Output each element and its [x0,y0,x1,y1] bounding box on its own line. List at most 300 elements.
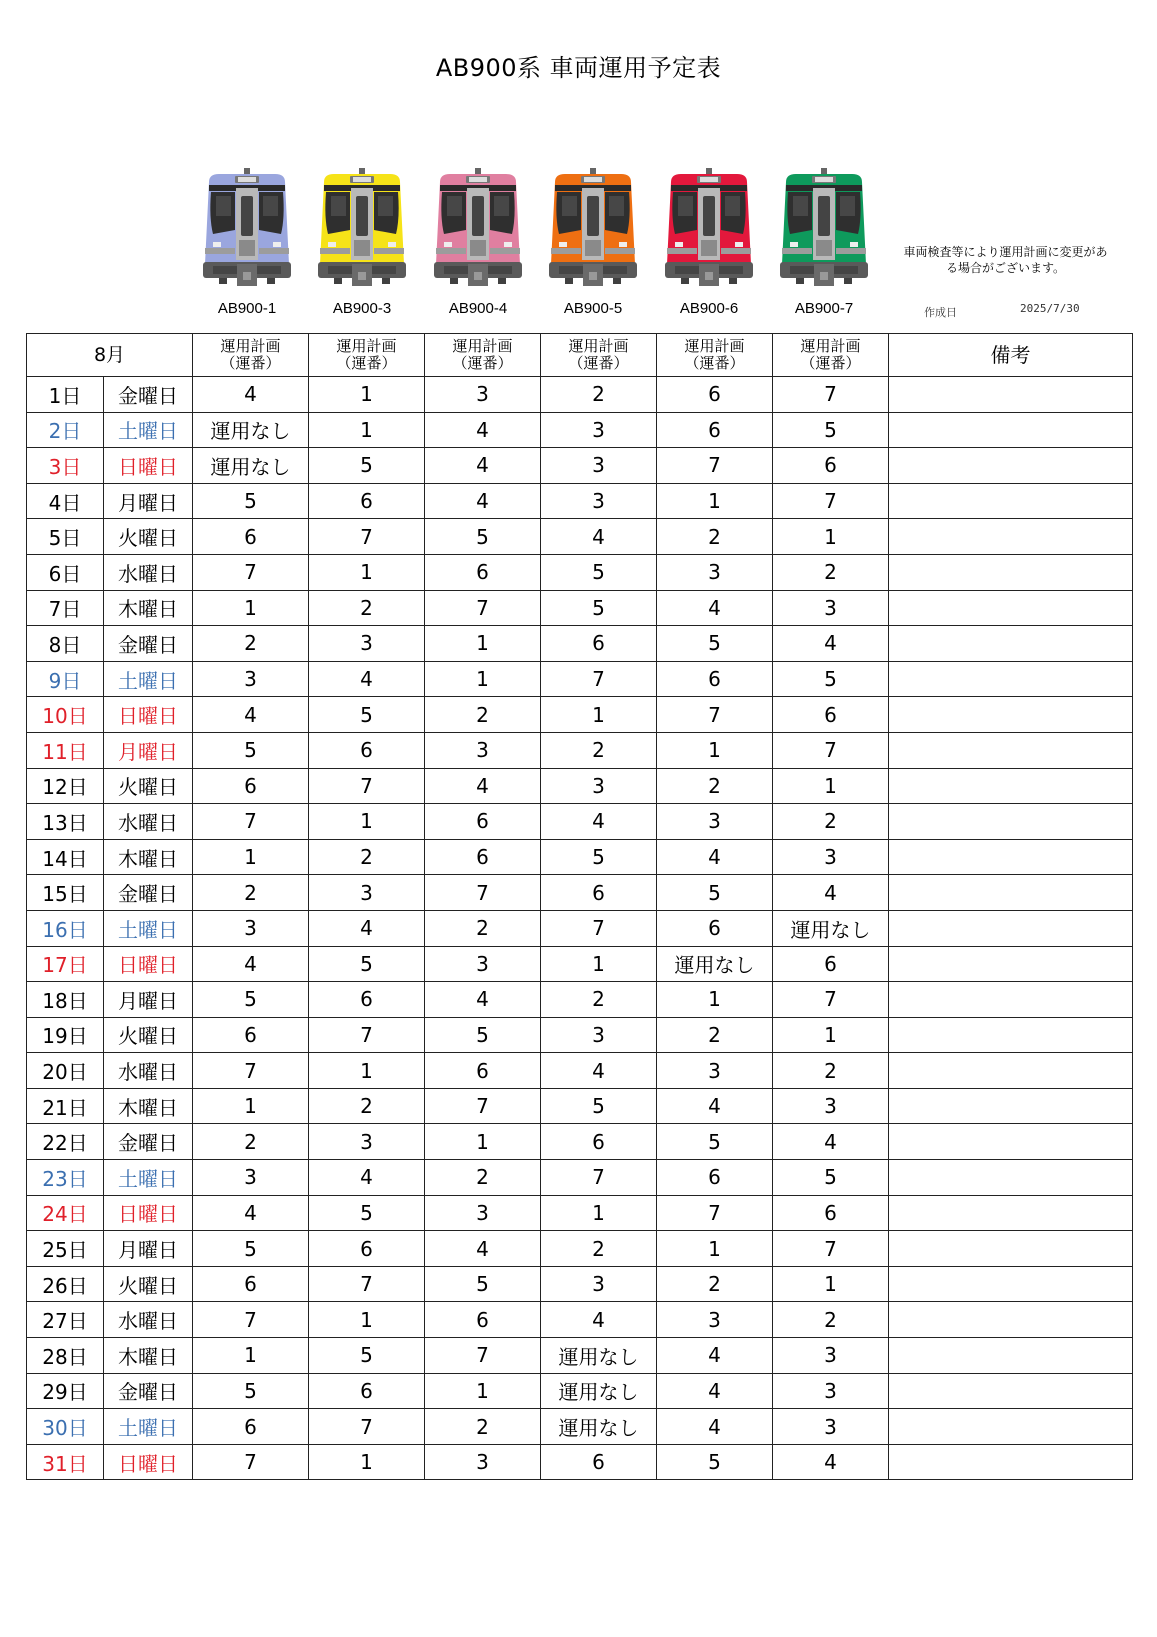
weekday-cell: 水曜日 [104,554,193,590]
weekday-cell: 土曜日 [104,412,193,448]
weekday-cell: 月曜日 [104,982,193,1018]
remarks-cell [889,590,1133,626]
day-cell: 14日 [27,839,104,875]
table-header-row [27,334,1133,377]
weekday-cell: 日曜日 [104,448,193,484]
plan-number-cell: 3 [541,412,657,448]
remarks-cell [889,946,1133,982]
plan-number-cell: 7 [773,982,889,1018]
day-cell: 17日 [27,946,104,982]
plan-number-cell: 1 [309,1053,425,1089]
weekday-cell: 土曜日 [104,910,193,946]
day-cell: 1日 [27,377,104,413]
remarks-cell [889,519,1133,555]
plan-number-cell: 2 [657,519,773,555]
plan-number-cell: 3 [657,1053,773,1089]
plan-header-line1: 運用計画 [800,337,861,355]
plan-number-cell: 6 [309,1373,425,1409]
plan-number-cell: 7 [193,804,309,840]
weekday-cell: 木曜日 [104,1338,193,1374]
plan-number-cell: 3 [425,946,541,982]
remarks-cell [889,768,1133,804]
table-row [27,1160,1133,1196]
day-cell: 25日 [27,1231,104,1267]
table-row [27,448,1133,484]
plan-number-cell: 7 [193,1444,309,1480]
weekday-cell: 木曜日 [104,590,193,626]
plan-number-cell: 運用なし [193,448,309,484]
day-cell: 10日 [27,697,104,733]
vehicle-label: AB900-7 [794,300,854,317]
plan-number-cell: 4 [657,1409,773,1445]
weekday-cell: 土曜日 [104,1409,193,1445]
plan-number-cell: 2 [541,982,657,1018]
plan-number-cell: 6 [425,839,541,875]
remarks-cell [889,1124,1133,1160]
plan-number-cell: 2 [773,804,889,840]
plan-number-cell: 運用なし [541,1338,657,1374]
plan-header-line2: （運番） [220,354,281,372]
weekday-cell: 水曜日 [104,1053,193,1089]
plan-number-cell: 6 [773,1195,889,1231]
plan-number-cell: 5 [309,448,425,484]
table-row [27,875,1133,911]
vehicle-label: AB900-5 [563,300,623,317]
plan-number-cell: 6 [193,1409,309,1445]
weekday-cell: 日曜日 [104,697,193,733]
plan-number-cell: 4 [425,768,541,804]
day-cell: 19日 [27,1017,104,1053]
plan-number-cell: 5 [425,1266,541,1302]
vehicle-label: AB900-3 [332,300,392,317]
plan-number-cell: 1 [309,377,425,413]
table-row [27,377,1133,413]
plan-number-cell: 3 [541,1017,657,1053]
remarks-cell [889,1266,1133,1302]
plan-number-cell: 1 [773,1017,889,1053]
weekday-cell: 金曜日 [104,875,193,911]
schedule-change-notice: 車両検査等により運用計画に変更がある場合がございます。 [903,245,1108,275]
vehicle-label: AB900-6 [679,300,739,317]
plan-column-header [193,334,309,377]
plan-number-cell: 6 [773,448,889,484]
weekday-cell: 木曜日 [104,1088,193,1124]
plan-number-cell: 4 [425,982,541,1018]
plan-number-cell: 7 [657,448,773,484]
plan-number-cell: 4 [657,839,773,875]
plan-number-cell: 6 [425,804,541,840]
plan-number-cell: 1 [309,1444,425,1480]
table-row [27,732,1133,768]
remarks-cell [889,1409,1133,1445]
plan-number-cell: 5 [425,519,541,555]
day-cell: 21日 [27,1088,104,1124]
table-row [27,1444,1133,1480]
plan-number-cell: 5 [193,483,309,519]
plan-number-cell: 4 [309,1160,425,1196]
table-row [27,554,1133,590]
plan-number-cell: 4 [193,946,309,982]
weekday-cell: 火曜日 [104,1266,193,1302]
month-header: 8月 [27,334,193,377]
plan-number-cell: 7 [541,661,657,697]
remarks-cell [889,661,1133,697]
table-row [27,483,1133,519]
table-row [27,1373,1133,1409]
plan-number-cell: 6 [193,1017,309,1053]
table-row [27,1338,1133,1374]
plan-number-cell: 運用なし [657,946,773,982]
day-cell: 23日 [27,1160,104,1196]
plan-number-cell: 5 [425,1017,541,1053]
weekday-cell: 火曜日 [104,1017,193,1053]
plan-number-cell: 2 [657,1017,773,1053]
plan-column-header [541,334,657,377]
table-row [27,519,1133,555]
day-cell: 8日 [27,626,104,662]
plan-number-cell: 1 [425,626,541,662]
day-cell: 3日 [27,448,104,484]
remarks-cell [889,1302,1133,1338]
plan-number-cell: 5 [193,732,309,768]
plan-number-cell: 1 [309,554,425,590]
plan-number-cell: 7 [425,1338,541,1374]
plan-header-line2: （運番） [684,354,745,372]
plan-number-cell: 4 [425,1231,541,1267]
day-cell: 16日 [27,910,104,946]
created-date-label: 作成日 [924,306,957,319]
plan-number-cell: 2 [541,1231,657,1267]
plan-number-cell: 運用なし [541,1373,657,1409]
plan-number-cell: 6 [541,875,657,911]
weekday-cell: 金曜日 [104,377,193,413]
plan-number-cell: 1 [425,661,541,697]
plan-number-cell: 5 [193,1373,309,1409]
plan-number-cell: 3 [657,554,773,590]
plan-number-cell: 4 [657,590,773,626]
plan-header-line1: 運用計画 [684,337,745,355]
plan-number-cell: 運用なし [193,412,309,448]
weekday-cell: 土曜日 [104,661,193,697]
plan-number-cell: 6 [657,412,773,448]
table-row [27,839,1133,875]
plan-number-cell: 1 [657,982,773,1018]
remarks-cell [889,412,1133,448]
plan-number-cell: 4 [193,1195,309,1231]
remarks-cell [889,554,1133,590]
plan-number-cell: 7 [541,910,657,946]
weekday-cell: 水曜日 [104,1302,193,1338]
table-body [27,377,1133,1480]
day-cell: 11日 [27,732,104,768]
day-cell: 22日 [27,1124,104,1160]
plan-number-cell: 1 [773,519,889,555]
day-cell: 31日 [27,1444,104,1480]
remarks-cell [889,1373,1133,1409]
plan-number-cell: 2 [657,768,773,804]
day-cell: 2日 [27,412,104,448]
plan-number-cell: 4 [773,875,889,911]
plan-number-cell: 1 [193,839,309,875]
plan-number-cell: 1 [309,1302,425,1338]
remarks-cell [889,697,1133,733]
remarks-cell [889,1195,1133,1231]
day-cell: 15日 [27,875,104,911]
plan-number-cell: 6 [425,1302,541,1338]
plan-number-cell: 1 [657,1231,773,1267]
plan-number-cell: 3 [657,804,773,840]
plan-number-cell: 7 [193,554,309,590]
plan-number-cell: 2 [425,1409,541,1445]
weekday-cell: 木曜日 [104,839,193,875]
remarks-cell [889,1338,1133,1374]
weekday-cell: 火曜日 [104,519,193,555]
plan-number-cell: 4 [773,1444,889,1480]
plan-number-cell: 4 [193,697,309,733]
weekday-cell: 月曜日 [104,483,193,519]
weekday-cell: 月曜日 [104,732,193,768]
plan-number-cell: 5 [657,1124,773,1160]
day-cell: 30日 [27,1409,104,1445]
weekday-cell: 金曜日 [104,626,193,662]
day-cell: 29日 [27,1373,104,1409]
plan-number-cell: 4 [425,483,541,519]
weekday-cell: 日曜日 [104,1195,193,1231]
plan-number-cell: 7 [193,1302,309,1338]
day-cell: 13日 [27,804,104,840]
weekday-cell: 水曜日 [104,804,193,840]
day-cell: 18日 [27,982,104,1018]
remarks-cell [889,839,1133,875]
plan-number-cell: 1 [773,768,889,804]
plan-number-cell: 1 [425,1373,541,1409]
plan-number-cell: 2 [541,377,657,413]
plan-number-cell: 3 [309,626,425,662]
plan-column-header [425,334,541,377]
plan-number-cell: 7 [309,1017,425,1053]
plan-number-cell: 6 [425,554,541,590]
plan-number-cell: 7 [773,732,889,768]
plan-number-cell: 1 [541,946,657,982]
plan-number-cell: 5 [309,1338,425,1374]
plan-number-cell: 7 [425,1088,541,1124]
table-row [27,1053,1133,1089]
train-front-icon [661,168,757,290]
plan-number-cell: 1 [425,1124,541,1160]
day-cell: 20日 [27,1053,104,1089]
plan-number-cell: 3 [425,1444,541,1480]
remarks-header: 備考 [889,334,1133,377]
plan-number-cell: 4 [773,626,889,662]
plan-number-cell: 3 [773,1088,889,1124]
plan-number-cell: 7 [309,768,425,804]
table-row [27,661,1133,697]
plan-number-cell: 2 [309,590,425,626]
plan-number-cell: 6 [657,377,773,413]
day-cell: 7日 [27,590,104,626]
table-row [27,697,1133,733]
plan-number-cell: 4 [309,661,425,697]
plan-number-cell: 2 [309,1088,425,1124]
plan-number-cell: 5 [193,982,309,1018]
plan-number-cell: 3 [193,661,309,697]
plan-number-cell: 6 [193,768,309,804]
plan-number-cell: 7 [773,377,889,413]
plan-header-line1: 運用計画 [568,337,629,355]
plan-number-cell: 2 [193,626,309,662]
plan-number-cell: 5 [773,412,889,448]
table-row [27,1302,1133,1338]
plan-number-cell: 7 [657,1195,773,1231]
table-row [27,946,1133,982]
plan-number-cell: 3 [193,1160,309,1196]
plan-number-cell: 7 [309,1266,425,1302]
plan-number-cell: 5 [657,1444,773,1480]
remarks-cell [889,1017,1133,1053]
plan-number-cell: 4 [541,1053,657,1089]
plan-column-header [773,334,889,377]
plan-number-cell: 2 [773,554,889,590]
day-cell: 9日 [27,661,104,697]
plan-number-cell: 3 [773,1338,889,1374]
plan-number-cell: 4 [425,448,541,484]
plan-number-cell: 6 [657,910,773,946]
remarks-cell [889,875,1133,911]
table-row [27,590,1133,626]
plan-number-cell: 2 [425,910,541,946]
remarks-cell [889,804,1133,840]
plan-number-cell: 3 [541,1266,657,1302]
plan-number-cell: 3 [773,839,889,875]
plan-number-cell: 3 [773,590,889,626]
plan-number-cell: 6 [773,946,889,982]
plan-number-cell: 1 [773,1266,889,1302]
remarks-cell [889,1444,1133,1480]
plan-number-cell: 2 [773,1053,889,1089]
plan-number-cell: 7 [773,483,889,519]
plan-number-cell: 6 [773,697,889,733]
table-row [27,768,1133,804]
plan-number-cell: 3 [425,377,541,413]
created-date-value: 2025/7/30 [1020,302,1080,315]
plan-number-cell: 2 [541,732,657,768]
plan-number-cell: 1 [309,412,425,448]
plan-number-cell: 7 [425,590,541,626]
plan-number-cell: 5 [309,697,425,733]
plan-header-line2: （運番） [568,354,629,372]
plan-number-cell: 6 [657,1160,773,1196]
plan-number-cell: 3 [541,768,657,804]
plan-number-cell: 2 [309,839,425,875]
plan-number-cell: 3 [773,1409,889,1445]
weekday-cell: 土曜日 [104,1160,193,1196]
train-front-icon [199,168,295,290]
plan-number-cell: 5 [657,626,773,662]
plan-number-cell: 3 [541,483,657,519]
table-row [27,626,1133,662]
plan-number-cell: 4 [541,804,657,840]
plan-number-cell: 7 [193,1053,309,1089]
plan-number-cell: 2 [425,697,541,733]
train-front-icon [545,168,641,290]
vehicle-label: AB900-1 [217,300,277,317]
remarks-cell [889,377,1133,413]
plan-number-cell: 6 [425,1053,541,1089]
plan-number-cell: 2 [773,1302,889,1338]
day-cell: 24日 [27,1195,104,1231]
plan-number-cell: 2 [193,1124,309,1160]
plan-number-cell: 7 [657,697,773,733]
day-cell: 27日 [27,1302,104,1338]
plan-number-cell: 6 [309,732,425,768]
plan-number-cell: 5 [541,554,657,590]
table-row [27,1231,1133,1267]
plan-number-cell: 3 [425,1195,541,1231]
plan-header-line1: 運用計画 [452,337,513,355]
day-cell: 5日 [27,519,104,555]
remarks-cell [889,1088,1133,1124]
remarks-cell [889,910,1133,946]
plan-number-cell: 1 [541,697,657,733]
remarks-cell [889,1231,1133,1267]
plan-number-cell: 1 [657,483,773,519]
plan-number-cell: 7 [541,1160,657,1196]
plan-number-cell: 3 [657,1302,773,1338]
schedule-table [26,333,1133,1480]
plan-number-cell: 1 [657,732,773,768]
plan-column-header [309,334,425,377]
plan-number-cell: 1 [541,1195,657,1231]
plan-number-cell: 6 [309,1231,425,1267]
plan-header-line2: （運番） [800,354,861,372]
plan-number-cell: 4 [657,1338,773,1374]
plan-number-cell: 5 [773,661,889,697]
weekday-cell: 月曜日 [104,1231,193,1267]
plan-number-cell: 6 [541,626,657,662]
plan-header-line2: （運番） [452,354,513,372]
plan-number-cell: 4 [541,519,657,555]
table-row [27,1088,1133,1124]
weekday-cell: 金曜日 [104,1373,193,1409]
weekday-cell: 日曜日 [104,946,193,982]
plan-number-cell: 6 [193,1266,309,1302]
plan-number-cell: 5 [541,839,657,875]
plan-number-cell: 1 [193,1088,309,1124]
plan-number-cell: 6 [657,661,773,697]
table-row [27,804,1133,840]
plan-number-cell: 5 [773,1160,889,1196]
plan-number-cell: 1 [193,1338,309,1374]
weekday-cell: 金曜日 [104,1124,193,1160]
plan-number-cell: 4 [193,377,309,413]
train-front-icon [776,168,872,290]
plan-number-cell: 6 [309,982,425,1018]
plan-number-cell: 4 [657,1373,773,1409]
plan-number-cell: 運用なし [773,910,889,946]
plan-header-line1: 運用計画 [220,337,281,355]
plan-number-cell: 5 [309,946,425,982]
day-cell: 6日 [27,554,104,590]
day-cell: 26日 [27,1266,104,1302]
plan-header-line1: 運用計画 [336,337,397,355]
plan-number-cell: 2 [657,1266,773,1302]
plan-number-cell: 4 [425,412,541,448]
plan-number-cell: 4 [541,1302,657,1338]
plan-number-cell: 3 [309,875,425,911]
plan-number-cell: 1 [193,590,309,626]
train-front-icon [314,168,410,290]
plan-number-cell: 3 [425,732,541,768]
